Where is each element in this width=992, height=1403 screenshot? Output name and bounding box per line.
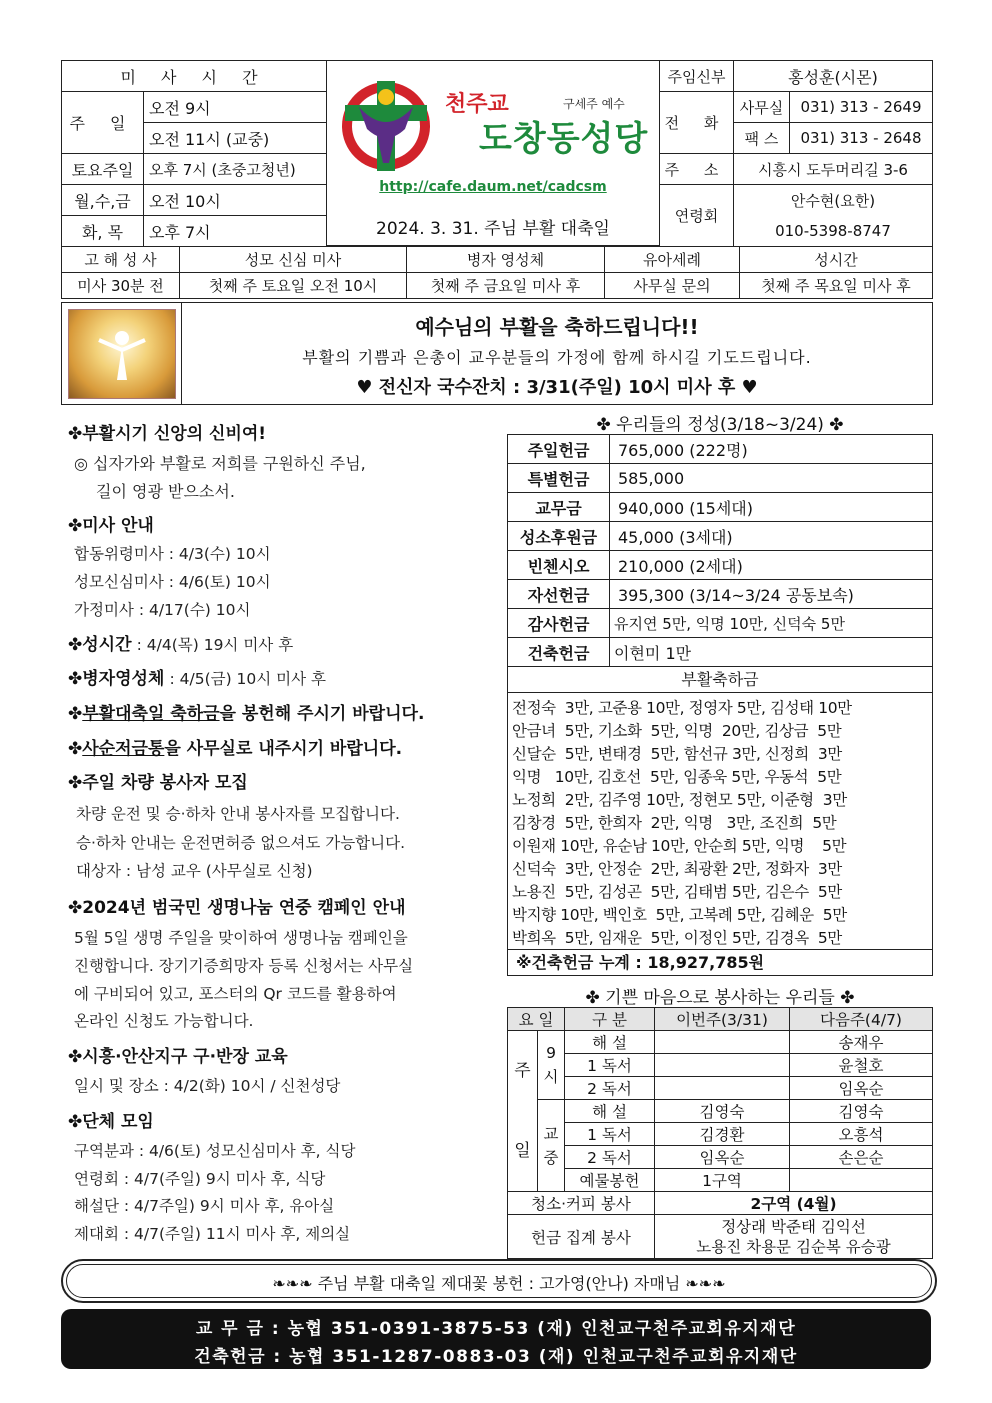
serve-type: 해 설 [565, 1100, 655, 1123]
mass-line: 가정미사 : 4/17(수) 10시 [74, 601, 251, 619]
serve-type: 2 독서 [565, 1077, 655, 1100]
serve-next: 오흥석 [790, 1123, 933, 1146]
life-line: 온라인 신청도 가능합니다. [74, 1012, 254, 1030]
svc-header: 유아세례 [605, 247, 740, 273]
tt-label: 화, 목 [62, 216, 144, 247]
banner-notice: ♥ 전신자 국수잔치 : 3/31(주일) 10시 미사 후 ♥ [356, 377, 758, 398]
offering-label: 교무금 [508, 493, 610, 522]
bank-line-dues: 교 무 금 : 농협 351-0391-3875-53 (재) 인천교구천주교회유지재단 [195, 1319, 797, 1339]
offering-label: 자선헌금 [508, 580, 610, 609]
offering-label: 감사헌금 [508, 609, 610, 638]
serve-this [655, 1054, 790, 1077]
car-volunteer-heading: ✤주일 차량 봉사자 모집 [68, 773, 248, 793]
svc-header: 병자 영성체 [407, 247, 605, 273]
altar-flower-banner [61, 1259, 937, 1303]
bank-account-box [61, 1309, 931, 1369]
car-line: 대상자 : 남성 교우 (사무실로 신청) [76, 862, 313, 880]
serve-type: 2 독서 [565, 1146, 655, 1169]
fax-phone: 031) 313 - 2648 [790, 123, 933, 154]
phone-label: 전 화 [660, 92, 734, 154]
mass-line: 합동위령미사 : 4/3(수) 10시 [74, 545, 271, 563]
serve-next [790, 1169, 933, 1192]
svc-value: 첫째 주 목요일 미사 후 [740, 273, 933, 299]
assoc-phone: 010-5398-8747 [734, 216, 933, 247]
mwf-time: 오전 10시 [144, 185, 327, 216]
saturday-label: 토요주일 [62, 154, 144, 185]
easter-banner [61, 302, 933, 405]
serve-type: 해 설 [565, 1031, 655, 1054]
life-campaign-heading: ✤2024년 범국민 생명나눔 연중 캠페인 안내 [68, 898, 406, 918]
easter-offering-notice: ✤부활대축일 축하금을 봉헌해 주시기 바랍니다. [68, 704, 425, 724]
serve-type: 1 독서 [565, 1054, 655, 1077]
serve-this: 임옥순 [655, 1146, 790, 1169]
group-heading: ✤단체 모임 [68, 1112, 154, 1132]
services-table [61, 246, 933, 299]
serve-this [655, 1031, 790, 1054]
svc-value: 첫째 주 금요일 미사 후 [407, 273, 605, 299]
offering-value: 395,300 (3/14~3/24 공동보속) [610, 580, 933, 609]
serve-main-mass: 교 중 [538, 1100, 565, 1192]
altar-flower-text: ❧❧❧ 주님 부활 대축일 제대꽃 봉헌 : 고가영(안나) 자매님 ❧❧❧ [272, 1274, 726, 1293]
clean-value: 2구역 (4월) [655, 1192, 933, 1215]
easter-gift-row: 박지향 10만, 백인호 5만, 고복례 5만, 김혜운 5만 [512, 906, 847, 924]
easter-gift-row: 안금녀 5만, 기소화 5만, 익명 20만, 김상금 5만 [512, 722, 842, 740]
logo-subtitle: 구세주 예수 [563, 97, 625, 111]
easter-gift-row: 익명 10만, 김호선 5만, 임종욱 5만, 우동석 5만 [512, 768, 842, 786]
office-label: 사무실 [734, 92, 790, 123]
offering-value: 940,000 (15세대) [610, 493, 933, 522]
svc-value: 사무실 문의 [605, 273, 740, 299]
sunday-time-2: 오전 11시 (교중) [144, 123, 327, 154]
tt-time: 오후 7시 [144, 216, 327, 247]
serve-col-type: 구 분 [565, 1008, 655, 1031]
easter-gift-row: 노정희 2만, 김주영 10만, 정현모 5만, 이준형 3만 [512, 791, 847, 809]
mass-heading: ✤미사 안내 [68, 516, 154, 536]
group-line: 구역분과 : 4/6(토) 성모신심미사 후, 식당 [74, 1142, 356, 1160]
lent-box-notice: ✤사순저금통을 사무실로 내주시기 바랍니다. [68, 739, 403, 759]
car-line: 승·하차 안내는 운전면허증 없으셔도 가능합니다. [76, 834, 406, 852]
assoc-name: 안수현(요한) [734, 185, 933, 216]
offering-table [507, 434, 933, 667]
count-value: 정상래 박준태 김익선 노용진 차용문 김순복 유승광 [655, 1215, 933, 1259]
address: 시흥시 도두머리길 3-6 [734, 154, 933, 185]
office-phone: 031) 313 - 2649 [790, 92, 933, 123]
priest-label: 주임신부 [660, 61, 734, 92]
assoc-label: 연령회 [660, 185, 734, 247]
serve-this: 김경환 [655, 1123, 790, 1146]
serve-next: 손은순 [790, 1146, 933, 1169]
serve-this: 1구역 [655, 1169, 790, 1192]
easter-gift-row: 전정숙 3만, 고준용 10만, 정영자 5만, 김성태 10만 [512, 699, 852, 717]
life-line: 진행합니다. 장기기증희망자 등록 신청서는 사무실 [74, 957, 414, 975]
svc-header: 성시간 [740, 247, 933, 273]
group-line: 제대회 : 4/7(주일) 11시 미사 후, 제의실 [74, 1225, 351, 1243]
svc-value: 첫째 주 토요일 오전 10시 [180, 273, 407, 299]
offering-value: 210,000 (2세대) [610, 551, 933, 580]
group-line: 해설단 : 4/7주일) 9시 미사 후, 유아실 [74, 1197, 335, 1215]
mystery-line-1: ◎ 십자가와 부활로 저희를 구원하신 주님, [74, 454, 366, 473]
bank-line-building: 건축헌금 : 농협 351-1287-0883-03 (재) 인천교구천주교회유지재단 [194, 1347, 798, 1367]
serve-col-next: 다음주(4/7) [790, 1008, 933, 1031]
building-total: ※건축헌금 누계 : 18,927,785원 [508, 949, 932, 975]
saturday-time: 오후 7시 (초중고청년) [144, 154, 327, 185]
serve-type: 예물봉헌 [565, 1169, 655, 1192]
car-line: 차량 운전 및 승·하차 안내 봉사자를 모집합니다. [76, 805, 400, 823]
offering-value: 765,000 (222명) [610, 435, 933, 464]
logo-text-line1: 천주교 [445, 92, 509, 117]
logo-text-line2: 도창동성당 [479, 119, 649, 159]
serve-type: 1 독서 [565, 1123, 655, 1146]
serve-this: 김영숙 [655, 1100, 790, 1123]
offering-title: ✤ 우리들의 정성(3/18~3/24) ✤ [596, 415, 844, 435]
easter-gift-row: 노용진 5만, 김성곤 5만, 김태범 5만, 김은수 5만 [512, 883, 842, 901]
easter-gift-row: 신달순 5만, 변태경 5만, 함선규 3만, 신정희 3만 [512, 745, 842, 763]
easter-gift-row: 김창경 5만, 한희자 2만, 익명 3만, 조진희 5만 [512, 814, 837, 832]
education-line: 일시 및 장소 : 4/2(화) 10시 / 신천성당 [74, 1077, 341, 1095]
serve-table [507, 1007, 933, 1259]
sunday-time-1: 오전 9시 [144, 92, 327, 123]
svc-header: 고 해 성 사 [62, 247, 180, 273]
serve-next: 임옥순 [790, 1077, 933, 1100]
offering-label: 건축헌금 [508, 638, 610, 667]
address-label: 주 소 [660, 154, 734, 185]
resurrection-image [68, 309, 176, 399]
sick-communion-item: ✤병자영성체 : 4/5(금) 10시 미사 후 [68, 669, 327, 689]
banner-title: 예수님의 부활을 축하드립니다!! [415, 315, 699, 339]
contact-table [659, 60, 933, 247]
count-label: 헌금 집계 봉사 [508, 1215, 655, 1259]
offering-value: 45,000 (3세대) [610, 522, 933, 551]
mass-times-table [61, 60, 327, 247]
serve-col-this: 이번주(3/31) [655, 1008, 790, 1031]
serve-this [655, 1077, 790, 1100]
fax-label: 팩 스 [734, 123, 790, 154]
mystery-heading: ✤부활시기 신앙의 신비여! [68, 424, 267, 444]
offering-label: 특별헌금 [508, 464, 610, 493]
mass-times-title: 미 사 시 간 [62, 61, 327, 92]
easter-gift-list [507, 666, 933, 976]
serve-title: ✤ 기쁜 마음으로 봉사하는 우리들 ✤ [585, 988, 855, 1008]
life-line: 5월 5일 생명 주일을 맞이하여 생명나눔 캠페인을 [74, 929, 408, 947]
church-emblem-icon [337, 77, 435, 175]
offering-value: 585,000 [610, 464, 933, 493]
mystery-line-2: 길이 영광 받으소서. [96, 482, 235, 501]
svc-header: 성모 신심 미사 [180, 247, 407, 273]
offering-value: 유지연 5만, 익명 10만, 신덕숙 5만 [610, 609, 933, 638]
serve-nine-mass: 9 시 [538, 1031, 565, 1100]
priest-name: 홍성훈(시몬) [734, 61, 933, 92]
serve-next: 김영숙 [790, 1100, 933, 1123]
offering-value: 이현미 1만 [610, 638, 933, 667]
mwf-label: 월,수,금 [62, 185, 144, 216]
serve-next: 송재우 [790, 1031, 933, 1054]
holyhour-item: ✤성시간 : 4/4(목) 19시 미사 후 [68, 635, 294, 655]
easter-gift-row: 박희옥 5만, 임재운 5만, 이정인 5만, 김경옥 5만 [512, 929, 842, 947]
education-heading: ✤시흥·안산지구 구·반장 교육 [68, 1047, 288, 1067]
banner-subtitle: 부활의 기쁨과 은총이 교우분들의 가정에 함께 하시길 기도드립니다. [302, 348, 812, 367]
group-line: 연령회 : 4/7(주일) 9시 미사 후, 식당 [74, 1170, 326, 1188]
serve-col-day: 요 일 [508, 1008, 565, 1031]
serve-next: 윤철호 [790, 1054, 933, 1077]
issue-date: 2024. 3. 31. 주님 부활 대축일 [376, 219, 610, 239]
life-line: 에 구비되어 있고, 포스터의 Qr 코드를 활용하여 [74, 985, 397, 1003]
easter-gift-row: 이원재 10만, 유순남 10만, 안순희 5만, 익명 5만 [512, 837, 847, 855]
mass-line: 성모신심미사 : 4/6(토) 10시 [74, 573, 271, 591]
easter-gift-title: 부활축하금 [508, 667, 932, 693]
cafe-link[interactable]: http://cafe.daum.net/cadcsm [379, 179, 607, 195]
offering-label: 주일헌금 [508, 435, 610, 464]
church-logo-block [327, 60, 659, 246]
offering-label: 빈첸시오 [508, 551, 610, 580]
clean-label: 청소·커피 봉사 [508, 1192, 655, 1215]
easter-gift-row: 신덕숙 3만, 안정순 2만, 최광환 2만, 정화자 3만 [512, 860, 842, 878]
serve-day-sunday: 주 일 [508, 1031, 538, 1192]
offering-label: 성소후원금 [508, 522, 610, 551]
sunday-label: 주 일 [62, 92, 144, 154]
svc-value: 미사 30분 전 [62, 273, 180, 299]
